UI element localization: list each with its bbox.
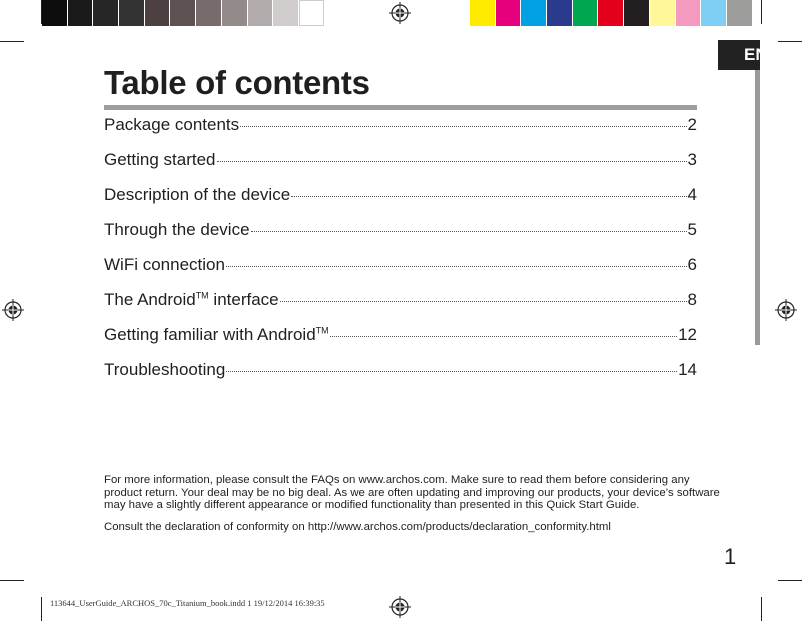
toc-item-label: WiFi connection [104, 255, 225, 274]
registration-mark-icon [389, 2, 411, 24]
toc-leader-dots [291, 196, 686, 197]
crop-mark [761, 597, 762, 621]
color-swatch [470, 0, 496, 26]
toc-item-page: 8 [687, 290, 697, 309]
toc-item-page: 14 [678, 360, 697, 379]
toc-item-page: 5 [687, 220, 697, 239]
crop-mark [41, 0, 42, 24]
color-swatch [248, 0, 274, 26]
toc-item-description-of-device[interactable] [104, 185, 697, 220]
color-swatch [496, 0, 522, 26]
color-bar [470, 0, 753, 26]
color-swatch [42, 0, 68, 26]
toc-item-through-the-device[interactable] [104, 220, 697, 255]
toc-leader-dots [217, 161, 687, 162]
crop-mark [778, 41, 802, 42]
toc-leader-dots [240, 126, 686, 127]
trademark-mark: TM [195, 290, 209, 301]
toc-item-label-main: The Android [104, 290, 196, 309]
language-tab-label: EN [744, 45, 768, 64]
color-swatch [93, 0, 119, 26]
toc-item-package-contents[interactable] [104, 115, 697, 150]
toc-item-label [104, 290, 279, 310]
color-swatch [196, 0, 222, 26]
registration-mark-icon [389, 596, 411, 618]
toc-item-android-interface[interactable] [104, 290, 697, 325]
toc-item-page: 4 [687, 185, 697, 204]
crop-mark [41, 597, 42, 621]
color-swatch [727, 0, 753, 26]
color-swatch [222, 0, 248, 26]
crop-mark [0, 580, 24, 581]
print-slug: 113644_UserGuide_ARCHOS_70c_Titanium_book.indd 1 19/12/2014 16:39:35 [50, 598, 325, 608]
title-rule [104, 105, 697, 110]
page-number: 1 [724, 544, 737, 569]
color-swatch [624, 0, 650, 26]
color-swatch [701, 0, 727, 26]
toc-item-label: Through the device [104, 220, 250, 239]
toc-item-page: 2 [687, 115, 697, 134]
toc-item-label: Description of the device [104, 185, 291, 204]
toc-item-label [104, 325, 329, 345]
toc-item-label: Package contents [104, 115, 240, 134]
color-swatch [521, 0, 547, 26]
toc-leader-dots [226, 371, 677, 372]
color-swatch [273, 0, 299, 26]
trademark-mark: TM [315, 325, 329, 336]
toc-leader-dots [330, 336, 677, 337]
declaration-paragraph: Consult the declaration of conformity on http://www.archos.com/products/declaration_conformity.html [104, 521, 611, 533]
color-swatch [650, 0, 676, 26]
color-swatch [598, 0, 624, 26]
color-swatch [145, 0, 171, 26]
color-swatch [676, 0, 702, 26]
toc-item-label-suffix: interface [208, 290, 279, 309]
toc-item-label: Getting started [104, 150, 216, 169]
toc-item-getting-familiar-android[interactable] [104, 325, 697, 360]
crop-mark [778, 580, 802, 581]
color-swatch [119, 0, 145, 26]
grayscale-bar [42, 0, 325, 26]
color-swatch [68, 0, 94, 26]
toc-item-label: Troubleshooting [104, 360, 226, 379]
toc-item-getting-started[interactable] [104, 150, 697, 185]
color-swatch [573, 0, 599, 26]
registration-mark-icon [775, 299, 797, 321]
toc-item-troubleshooting[interactable] [104, 360, 697, 395]
color-swatch [299, 0, 325, 26]
toc-item-page: 3 [687, 150, 697, 169]
side-bar [755, 70, 760, 345]
toc-item-label-main: Getting familiar with Android [104, 325, 316, 344]
crop-mark [0, 41, 24, 42]
toc-item-page: 6 [687, 255, 697, 274]
toc-item-wifi-connection[interactable] [104, 255, 697, 290]
toc-leader-dots [280, 301, 687, 302]
toc-item-page: 12 [678, 325, 697, 344]
toc-leader-dots [251, 231, 687, 232]
color-swatch [547, 0, 573, 26]
toc-list [104, 115, 697, 395]
crop-mark [761, 0, 762, 24]
page-title: Table of contents [104, 64, 370, 101]
color-swatch [170, 0, 196, 26]
registration-mark-icon [2, 299, 24, 321]
language-tab [718, 40, 768, 70]
toc-leader-dots [226, 266, 687, 267]
info-paragraph: For more information, please consult the FAQs on www.archos.com. Make sure to read them before considering any product return. Your deal may be no big deal. As we are often updating and improving our products, your device’s software may have a slightly different appearance or modified functionality than presented in this Quick Start Guide. [104, 474, 720, 512]
